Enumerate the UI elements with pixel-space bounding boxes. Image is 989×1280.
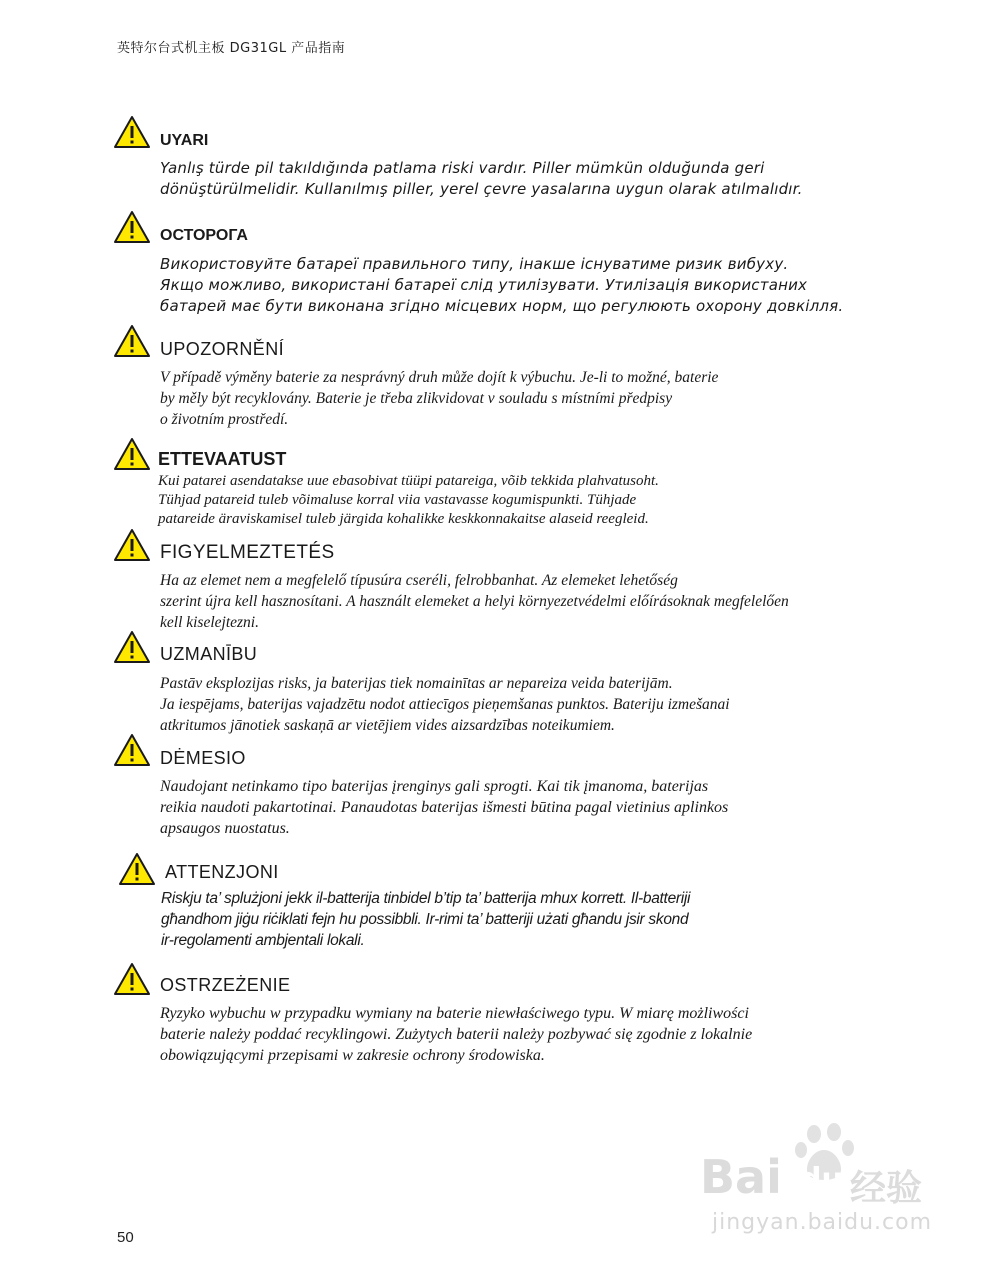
baidu-watermark xyxy=(700,1120,940,1250)
warning-title: UZMANĪBU xyxy=(160,644,258,664)
watermark-url: jingyan.baidu.com xyxy=(712,1210,933,1235)
warning-body xyxy=(158,472,659,529)
warning-body xyxy=(160,254,843,317)
warning-body xyxy=(160,367,718,430)
warning-line: Tühjad patareid tuleb võimaluse korral viia vastavasse kogumispunkti. Tühjade xyxy=(158,492,637,508)
warning-line: Yanlış türde pil takıldığında patlama riski vardır. Piller mümkün olduğunda geri xyxy=(160,159,765,177)
watermark-logo-bai: Bai xyxy=(700,1150,782,1204)
warning-triangle-icon xyxy=(113,630,151,664)
watermark-logo-cn: 经验 xyxy=(850,1168,923,1209)
warning-triangle-icon xyxy=(113,962,151,996)
warning-line: Ja iespējams, baterijas vajadzētu nodot attiecīgos pieņemšanas punktos. Bateriju izmešanai xyxy=(160,696,730,713)
warning-line: għandhom jiġu riċiklati fejn hu possibbli. Ir-rimi ta’ batteriji użati għandu jsir skond xyxy=(161,911,689,928)
warning-body xyxy=(160,1003,752,1066)
warning-title: FIGYELMEZTETÉS xyxy=(160,542,335,563)
warning-triangle-icon xyxy=(118,852,156,886)
warning-triangle-icon xyxy=(113,528,151,562)
warning-title: UPOZORNĚNÍ xyxy=(160,339,285,359)
warning-title: ETTEVAATUST xyxy=(158,449,287,469)
warning-body xyxy=(161,888,690,951)
warning-triangle-icon xyxy=(113,324,151,358)
warning-title: ОСТОРОГА xyxy=(160,227,248,244)
warning-body xyxy=(160,776,728,839)
warning-title: ATTENZJONI xyxy=(165,862,279,882)
warning-line: Kui patarei asendatakse uue ebasobivat tüüpi patareiga, võib tekkida plahvatusoht. xyxy=(158,473,659,489)
warning-line: Ha az elemet nem a megfelelő típusúra cseréli, felrobbanhat. Az elemeket lehetőség xyxy=(160,572,678,589)
warning-triangle-icon xyxy=(113,437,151,471)
warning-line: Riskju ta’ splużjoni jekk il-batterija tinbidel b’tip ta’ batterija mhux korrett. Il-batteriji xyxy=(161,890,691,907)
warning-triangle-icon xyxy=(113,210,151,244)
warning-line: by měly být recyklovány. Baterie je třeba zlikvidovat v souladu s místními předpisy xyxy=(160,390,673,407)
warning-line: dönüştürülmelidir. Kullanılmış piller, yerel çevre yasalarına uygun olarak atılmalıdır. xyxy=(160,180,803,198)
warning-line: patareide äraviskamisel tuleb järgida kohalikke keskkonnakaitse alaseid reegleid. xyxy=(158,511,649,527)
warning-line: o životním prostředí. xyxy=(160,411,289,428)
page-number: 50 xyxy=(117,1229,134,1246)
warning-line: Ryzyko wybuchu w przypadku wymiany na baterie niewłaściwego typu. W miarę możliwości xyxy=(160,1005,749,1022)
warning-line: Якщо можливо, використані батареї слід утилізувати. Утилізація використаних xyxy=(160,276,808,294)
warning-triangle-icon xyxy=(113,115,151,149)
warning-line: obowiązującymi przepisami w zakresie ochrony środowiska. xyxy=(160,1047,545,1064)
warning-line: ir-regolamenti ambjentali lokali. xyxy=(161,932,365,949)
warning-body xyxy=(160,570,789,633)
warning-title: OSTRZEŻENIE xyxy=(160,975,291,995)
warning-line: Використовуйте батареї правильного типу, інакше існуватиме ризик вибуху. xyxy=(160,255,789,273)
warning-body xyxy=(160,673,730,736)
warning-body xyxy=(160,158,803,200)
warning-line: baterie należy poddać recyklingowi. Zużytych baterii należy pozbywać się zgodnie z lokalnie xyxy=(160,1026,753,1043)
warning-line: батарей має бути виконана згідно місцевих норм, що регулюють охорону довкілля. xyxy=(160,297,844,315)
warning-line: V případě výměny baterie za nesprávný druh může dojít k výbuchu. Je-li to možné, baterie xyxy=(160,369,719,386)
warning-title: UYARI xyxy=(160,132,209,149)
warning-line: Naudojant netinkamo tipo baterijas įrenginys gali sprogti. Kai tik įmanoma, baterijas xyxy=(160,778,709,795)
warning-triangle-icon xyxy=(113,733,151,767)
warning-line: Pastāv eksplozijas risks, ja baterijas tiek nomainītas ar nepareiza veida baterijām. xyxy=(160,675,673,692)
warning-line: atkritumos jānotiek saskaņā ar vietējiem vides aizsardzības noteikumiem. xyxy=(160,717,615,734)
warning-title: DĖMESIO xyxy=(160,748,246,768)
warning-line: szerint újra kell hasznosítani. A használt elemeket a helyi környezetvédelmi előírásoknak megfelelően xyxy=(160,593,789,610)
watermark-logo-du: du xyxy=(800,1162,843,1197)
warning-line: kell kiselejtezni. xyxy=(160,614,259,631)
warning-line: apsaugos nuostatus. xyxy=(160,820,290,837)
page-header: 英特尔台式机主板 DG31GL 产品指南 xyxy=(117,41,346,56)
warning-line: reikia naudoti pakartotinai. Panaudotas baterijas išmesti būtina pagal vietinius aplinkos xyxy=(160,799,729,816)
